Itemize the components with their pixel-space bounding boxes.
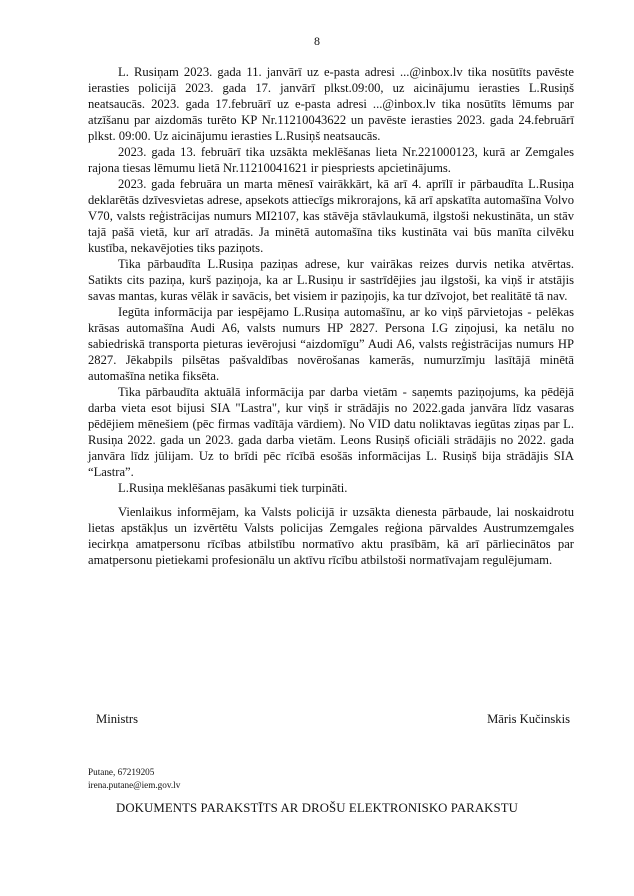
signatory-title: Ministrs bbox=[96, 712, 138, 726]
paragraph-acquaintance: Tika pārbaudīta L.Rusiņa paziņas adrese, kur vairākas reizes durvis netika atvērtas. Satikts cits paziņa, kurš paziņoja, ka ar L.Rusiņu ir sastrīdējies jau ilgstoši, ka viņš ir atstājis savas mantas, kuras vēlāk ir savācis, bet visiem ir paziņojis, ka tur dzīvojot, bet realitātē tā nav. bbox=[88, 257, 574, 303]
paragraph-summons: L. Rusiņam 2023. gada 11. janvārī uz e-pasta adresi ...@inbox.lv tika nosūtīts pavēste ierasties policijā 2023. gada 17. janvārī plkst.09:00, uz aicinājumu ierasties L.Rusiņš neatsaucās. 2023. gada 17.februārī uz e-pasta adresi ...@inbox.lv tika nosūtīts lēmums par atzīšanu par aizdomās turēto KP Nr.11210043622 un pavēste ierasties 2023. gada 24.februārī plkst. 09:00. Uz aicinājumu ierasties L.Rusiņš neatsaucās. bbox=[88, 65, 574, 143]
paragraph-internal-review: Vienlaikus informējam, ka Valsts policijā ir uzsākta dienesta pārbaude, lai noskaidrotu lietas apstākļus un izvērtētu Valsts policijas Zemgales reģiona pārvaldes Austrumzemgales iecirkņa amatpersonu rīcības atbilstību normatīvo aktu prasībām, kā arī pārliecinātos par amatpersonu pietiekami profesionālu un aktīvu rīcību atbilstoši normatīvajam regulējumam. bbox=[88, 505, 574, 567]
paragraph-vehicle: Iegūta informācija par iespējamo L.Rusiņa automašīnu, ar ko viņš pārvietojas - pelēkas krāsas automašīna Audi A6, valsts numurs HP 2827. Persona I.G ziņojusi, ka netālu no sabiedriskā transporta pieturas ievērojusi “aizdomīgu” Audi A6, valsts reģistrācijas numurs HP 2827. Jēkabpils pilsētas pašvaldības novērošanas kamerās, numurzīmju lasītājā minētā automašīna netika fiksēta. bbox=[88, 305, 574, 383]
paragraph-search-case: 2023. gada 13. februārī tika uzsākta meklēšanas lieta Nr.221000123, kurā ar Zemgales rajona tiesas lēmumu lietā Nr.11210041621 ir piespriests apcietinājums. bbox=[88, 145, 574, 175]
paragraph-search-continues: L.Rusiņa meklēšanas pasākumi tiek turpināti. bbox=[118, 481, 348, 495]
paragraph-workplaces: Tika pārbaudīta aktuālā informācija par darba vietām - saņemts paziņojums, ka pēdējā darba vieta esot bijusi SIA "Lastra", kur viņš ir strādājis no 2022.gada janvāra līdz vasaras pēdējiem mēnešiem (pēc firmas vadītāja vārdiem). No VID datu noliktavas iegūtas ziņas par L. Rusiņa 2022. gada un 2023. gada darba vietām. Leons Rusiņš oficiāli strādājis no 2022. gada janvāra līdz jūlijam. Uz to brīdi pēc rīcībā esošās informācijas L. Rusiņš bija strādājis SIA “Lastra”. bbox=[88, 385, 574, 479]
letter-body bbox=[88, 64, 574, 568]
contact-info bbox=[88, 766, 180, 792]
paragraph-address-checks: 2023. gada februāra un marta mēnesī vairākkārt, kā arī 4. aprīlī ir pārbaudīta L.Rusiņa deklarētās dzīvesvietas adrese, apsekots attiecīgs mikrorajons, kā arī apskatīta automašīna Volvo V70, valsts reģistrācijas numurs MI2107, kas stāvēja stāvlaukumā, ilgstoši nekustināta, un stāv tajā pašā vietā, kur arī atradās. Ja minētā automašīna tiks kustināta vai būs manīta cilvēku kustība, nekavējoties tiks paziņots. bbox=[88, 177, 574, 255]
signatory-name: Māris Kučinskis bbox=[487, 712, 570, 726]
contact-email: irena.putane@iem.gov.lv bbox=[88, 780, 181, 790]
signature-block bbox=[96, 712, 570, 727]
page-number: 8 bbox=[314, 34, 320, 48]
contact-name-phone: Putane, 67219205 bbox=[88, 767, 155, 777]
e-signature-notice: DOKUMENTS PARAKSTĪTS AR DROŠU ELEKTRONISKO PARAKSTU bbox=[116, 801, 518, 815]
